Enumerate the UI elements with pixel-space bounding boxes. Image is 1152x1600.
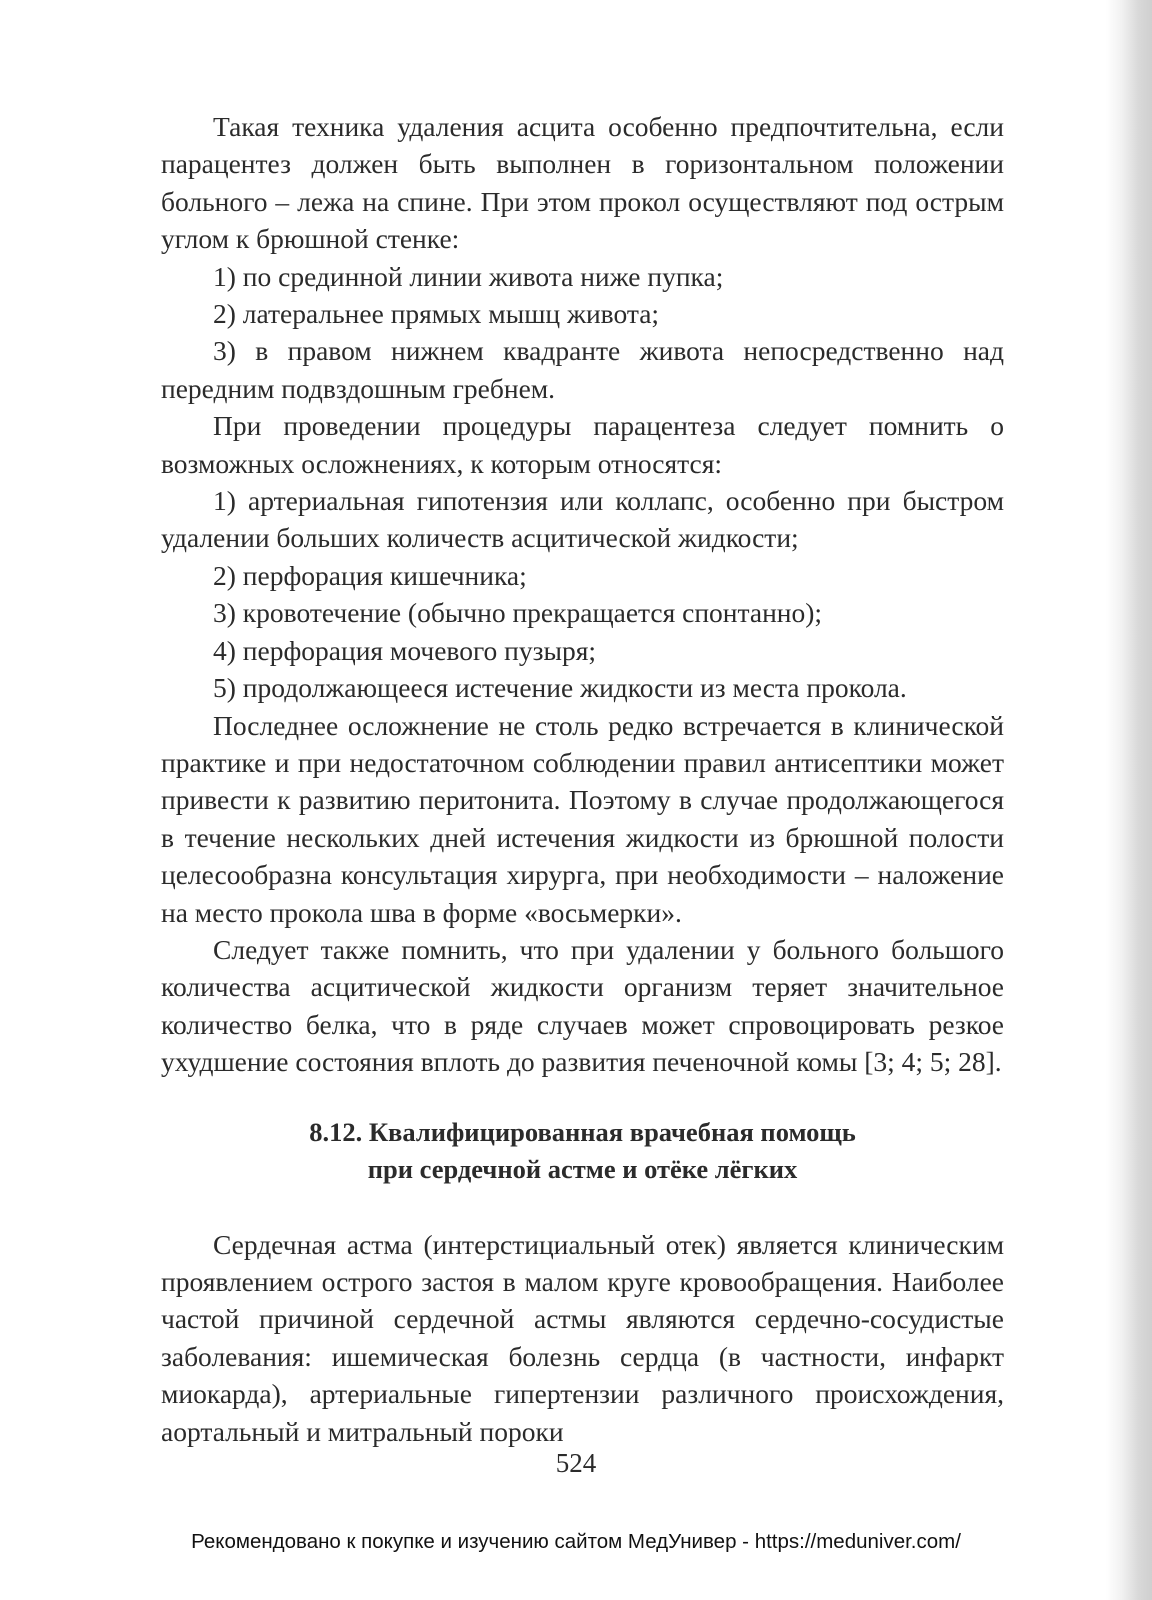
paragraph-technique: Такая техника удаления асцита особенно предпочтительна, если парацентез должен быть выполнен в горизонтальном положении больного – лежа на спине. При этом прокол осуществляют под острым углом к брюшной стенке: bbox=[161, 111, 1004, 255]
section-heading-line-2: при сердечной астме и отёке лёгких bbox=[367, 1153, 798, 1184]
list-item-complication-4: 4) перфорация мочевого пузыря; bbox=[213, 634, 597, 666]
section-heading bbox=[161, 1114, 1004, 1188]
footer-recommendation[interactable] bbox=[0, 1530, 1152, 1554]
paragraph-last-complication: Последнее осложнение не столь редко встречается в клинической практике и при недостаточном соблюдении правил антисептики может привести к развитию перитонита. Поэтому в случае продолжающегося в течение нескольких дней истечения жидкости из брюшной полости целесообразна консультация хирурга, при необходимости – наложение на место прокола шва в форме «восьмерки». bbox=[161, 709, 1004, 928]
paragraph-complications-intro: При проведении процедуры парацентеза следует помнить о возможных осложнениях, к которым относятся: bbox=[161, 410, 1004, 479]
list-item-complication-2: 2) перфорация кишечника; bbox=[213, 559, 527, 591]
list-item-complication-5: 5) продолжающееся истечение жидкости из места прокола. bbox=[213, 672, 907, 704]
page-number: 524 bbox=[555, 1448, 597, 1478]
section-heading-line-1: 8.12. Квалифицированная врачебная помощь bbox=[309, 1116, 856, 1147]
list-item-puncture-2: 2) латеральнее прямых мышц живота; bbox=[213, 298, 660, 330]
list-item-puncture-1: 1) по срединной линии живота ниже пупка; bbox=[213, 260, 724, 292]
list-item-complication-1: 1) артериальная гипотензия или коллапс, особенно при быстром удалении больших количеств асцитической жидкости; bbox=[161, 485, 1004, 554]
paragraph-protein-loss: Следует также помнить, что при удалении у больного большого количества асцитической жидкости организм теряет значительное количество белка, что в ряде случаев может спровоцировать резкое ухудшение состояния вплоть до развития печеночной комы [3; 4; 5; 28]. bbox=[161, 933, 1004, 1078]
scan-edge-shadow bbox=[1106, 0, 1152, 1600]
page-body bbox=[161, 108, 1004, 1450]
footer-link[interactable]: Рекомендовано к покупке и изучению сайтом МедУнивер - https://meduniver.com/ bbox=[191, 1530, 961, 1553]
paragraph-cardiac-asthma: Сердечная астма (интерстициальный отек) является клиническим проявлением острого застоя в малом круге кровообращения. Наиболее частой причиной сердечной астмы являются сердечно-сосудистые заболевания: ишемическая болезнь сердца (в частности, инфаркт миокарда), артериальные гипертензии различного происхождения, аортальный и митральный пороки bbox=[161, 1228, 1004, 1447]
heading-spacer bbox=[161, 1188, 1004, 1226]
list-item-puncture-3: 3) в правом нижнем квадранте живота непосредственно над передним подвздошным гребнем. bbox=[161, 335, 1004, 404]
list-item-complication-3: 3) кровотечение (обычно прекращается спонтанно); bbox=[213, 597, 823, 629]
